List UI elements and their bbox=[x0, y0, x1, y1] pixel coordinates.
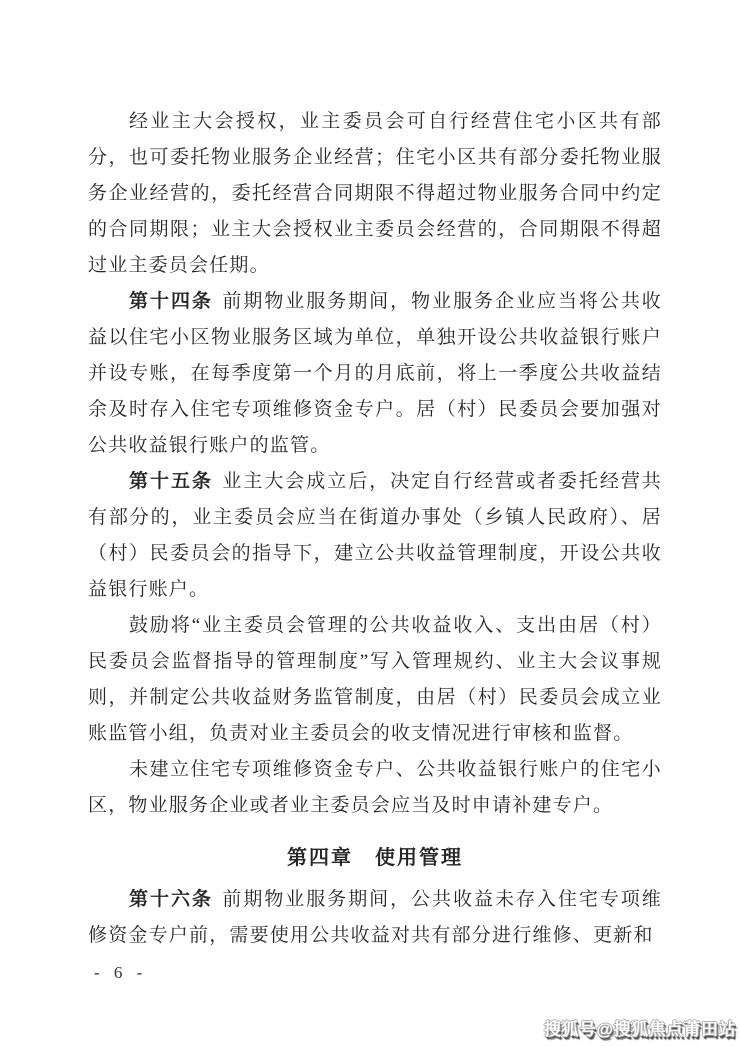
article-15-lead: 第十五条 bbox=[129, 471, 213, 492]
paragraph-text: 未建立住宅专项维修资金专户、公共收益银行账户的住宅小区，物业服务企业或者业主委员会应当及时申请补建专户。 bbox=[88, 759, 662, 816]
page-number: - 6 - bbox=[94, 963, 148, 982]
paragraph bbox=[88, 882, 662, 954]
paragraph-text: 前期物业服务期间，物业服务企业应当将公共收益以住宅小区物业服务区域为单位，单独开设公共收益银行账户并设专账，在每季度第一个月的月底前，将上一季度公共收益结余及时存入住宅专项维修资金专户。居（村）民委员会要加强对公共收益银行账户的监管。 bbox=[88, 291, 662, 456]
paragraph bbox=[88, 104, 662, 284]
paragraph-text: 业主大会成立后，决定自行经营或者委托经营共有部分的，业主委员会应当在街道办事处（乡镇人民政府）、居（村）民委员会的指导下，建立公共收益管理制度，开设公共收益银行账户。 bbox=[88, 471, 662, 600]
paragraph-text: 经业主大会授权，业主委员会可自行经营住宅小区共有部分，也可委托物业服务企业经营；住宅小区共有部分委托物业服务企业经营的，委托经营合同期限不得超过物业服务合同中约定的合同期限；业主大会授权业主委员会经营的，合同期限不得超过业主委员会任期。 bbox=[88, 111, 662, 276]
paragraph-text: 前期物业服务期间，公共收益未存入住宅专项维修资金专户前，需要使用公共收益对共有部分进行维修、更新和 bbox=[88, 889, 662, 946]
watermark: 搜狐号@搜狐焦点莆田站 bbox=[543, 1020, 736, 1039]
document-body bbox=[88, 104, 662, 954]
article-14-lead: 第十四条 bbox=[129, 291, 213, 312]
article-16-lead: 第十六条 bbox=[129, 889, 213, 910]
chapter-heading: 第四章 使用管理 bbox=[287, 847, 463, 869]
paragraph bbox=[88, 752, 662, 824]
paragraph bbox=[88, 464, 662, 608]
paragraph bbox=[88, 608, 662, 752]
paragraph-text: 鼓励将“业主委员会管理的公共收益收入、支出由居（村）民委员会监督指导的管理制度”写入管理规约、业主大会议事规则，并制定公共收益财务监管制度，由居（村）民委员会成立业账监管小组，负责对业主委员会的收支情况进行审核和监督。 bbox=[88, 615, 662, 744]
paragraph bbox=[88, 284, 662, 464]
